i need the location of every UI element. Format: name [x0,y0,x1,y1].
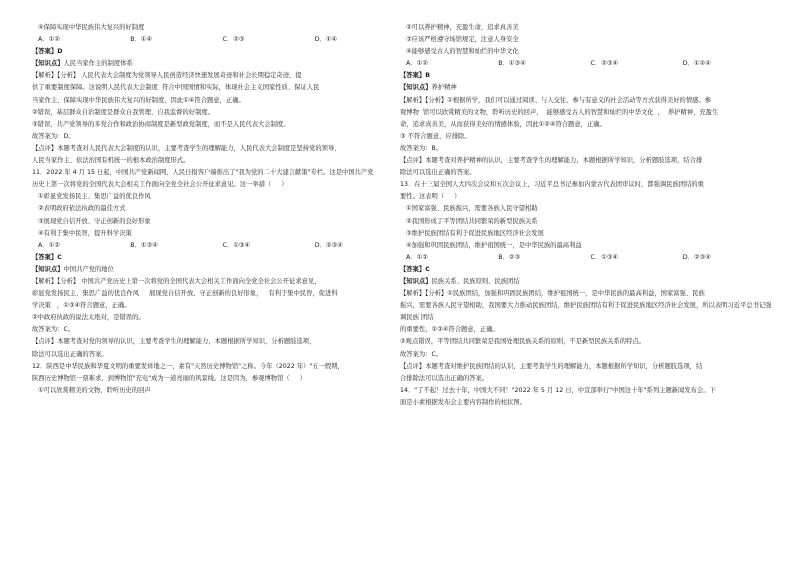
q11-stem-line: 11．2022 年 4 月 15 日起，中国共产党新闻网、人民日报客户端推出了"我为党的二十大建言献策"专栏。这是中国共产党 [32,169,374,177]
kp-value: 中国共产党的地位 [63,265,114,273]
kp-value: 养护精神 [431,84,457,92]
q13-stem-line: 13．在十三届全国人大四次会议和五次会议上，习近平总书记参加内蒙古代表团审议时，都强调民族团结的重 [400,181,704,189]
q12-option: ④能够感受古人的智慧和灿烂的中华文化 [406,48,519,56]
left-column [32,22,407,397]
q11-analysis-line: 故答案为：C。 [32,326,75,334]
q13-option: ②我国形成了平等团结共同繁荣的新型民族关系 [406,217,538,225]
q13-review-line: 【点评】本题考查对维护民族团结的认识，主要考查学生的理解能力，本题根据所学知识，分析题肢选项，结 [400,362,703,370]
choice-c: C．②③ [222,36,245,44]
choice-d: D．①②④ [682,60,711,68]
kp-value: 人民当家作主的制度体系 [63,60,133,68]
q11-knowledge-point [32,264,407,276]
q12-stem-line: 12．陕西是中华民族和华夏文明的重要发祥地之一，素有"天然历史博物馆"之称。今年（2022 年）"五一假期， [32,362,344,370]
q10-analysis-line: ③错误，共产党领导的多党合作和政治协商制度是新型政党制度，而不是人民代表大会制度。 [32,120,290,128]
q12-choices [400,58,775,70]
q13-analysis-line: 的重要性，①③④符合题意，正确。 [400,326,499,334]
q12-analysis-line: 命，追求真善美，从而获得美好的情感体验，因此①②④符合题意，正确。 [400,120,606,128]
kp-tag: 【知识点】 [400,277,432,285]
q12-option: ①可以欣赏精美的文物，聆听历史的回声 [38,386,151,394]
q10-review-line: 人民当家作主、依法治国有机统一的根本政治制度形式。 [32,157,190,165]
q13-choices [400,252,775,264]
answer-value: D [57,48,63,56]
q11-review-line: 除法可以选出正确的答案。 [32,350,108,358]
q10-analysis-line: 【解析】【分析】 人民代表大会制度为党领导人民创造经济快速发展奇迹和社会长期稳定奇迹，提 [32,72,302,80]
kp-value: 民族关系、民族原则、民族团结 [431,277,520,285]
kp-tag: 【知识点】 [32,265,64,273]
q10-analysis-line: ②错误，基层群众自治制度是群众自我管理、自我监督的好制度。 [32,108,214,116]
q11-choices [32,240,407,252]
kp-tag: 【知识点】 [32,60,64,68]
q13-analysis-line: 振兴，需要各族人民守望相助，我国要大力推动民族团结，维护民族团结有利于促进民族地区经济社会发展，所以表明习近平总书记强调民族 团结 [400,302,772,322]
choice-c: C．②③④ [590,60,619,68]
q12-analysis-line: 【解析】【分析】①根据所学，我们可以通过阅读、与人交往、参与有意义的社会活动等方式获得美好的情感。参 [400,96,712,104]
q11-option: ①彰显党发扬民主、集思广益的优良作风 [38,193,151,201]
q11-stem-line: 历史上第一次将党的全国代表大会相关工作面向全党全社会公开征求意见。这一举措（ ） [32,181,288,189]
q10-answer [32,46,407,58]
q12-review-line: 除法可以选出正确的答案。 [400,169,476,177]
q11-analysis-line: 彰显党发扬民主、集思广益的优良作风 展现党自信开放、守正创新的良好形象， 有利于集中民智，促进科 [32,290,338,298]
q10-review-line: 【点评】本题考查对人民代表大会制度的认识，主要考查学生的理解能力，人民代表大会制度是坚持党的领导、 [32,144,341,152]
q13-analysis-line: 故答案为：C。 [400,350,443,358]
q10-choices [32,34,407,46]
answer-tag: 【答案】 [32,48,58,56]
answer-tag: 【答案】 [400,72,426,80]
q13-stem-line: 要性。这表明（ ） [400,193,461,201]
choice-b: B．①④ [130,36,153,44]
q12-analysis-line: ③ 不符合题意，应排除。 [400,132,471,140]
q12-stem-line: 陕西历史博物馆一票难求，到博物馆"充电"成为一道亮丽的风景线。这是因为，参观博物馆（ ） [32,374,306,382]
right-column [400,22,775,409]
choice-b: B．①③④ [130,241,158,249]
q12-knowledge-point [400,82,775,94]
answer-value: C [425,265,430,273]
q10-analysis-line: 当家作主、保障实现中华民族伟大复兴的好制度，因此①④符合题意，正确。 [32,96,245,104]
answer-value: B [425,72,430,80]
choice-b: B．②③ [498,253,521,261]
q10-option-4: ④保障实现中华民族伟大复兴的好制度 [38,24,145,31]
q11-review-line: 【点评】本题考查对党的领导的认识，主要考查学生的理解能力，本题根据所学知识，分析题肢选项， [32,338,316,346]
q13-option: ③维护民族团结有利于促进民族地区经济社会发展 [406,229,544,237]
q11-option: ③展现党自信开放、守正创新的良好形象 [38,217,151,225]
q13-option: ①国家富强、民族振兴，需要各族人民守望相助 [406,205,538,213]
q12-option: ②可以养护精神，充盈生命，追求真善美 [406,24,519,31]
q14-stem-line: 14．"了不起！过去十年，中国大不同！"2022 年 5 月 12 日，中宣部举行"中国这十年"系列主题新闻发布会。下 [400,386,716,394]
q12-analysis-line: 故答案为：B。 [400,144,443,152]
choice-a: A．①② [406,60,428,68]
kp-tag: 【知识点】 [400,84,432,92]
q11-option: ②表明政府依法执政的最佳方式 [38,205,126,213]
q10-analysis-line: 供了重要制度保障。这说明人民代表大会制度 符合中国国情和实际，体现社会主义国家性质、保证人民 [32,84,320,92]
choice-a: A．①② [38,241,60,249]
choice-a: A．①② [38,36,60,44]
q10-analysis-line: 故答案为：D。 [32,132,75,140]
q13-option: ④加强和巩固民族团结，维护祖国统一，是中华民族的最高利益 [406,241,582,249]
q12-review-line: 【点评】本题考查对养护精神的认识，主要考查学生的理解能力，本题根据所学知识，分析题肢选项，结合排 [400,157,703,165]
answer-tag: 【答案】 [32,253,58,261]
answer-tag: 【答案】 [400,265,426,273]
q12-analysis-line: 观博物 馆可以欣赏精美的文物，聆听历史的回声， 能够感受古人的智慧和灿烂的中华文化 ， 养护精神，充盈生 [400,108,719,116]
choice-c: C．①③④ [590,253,619,261]
choice-b: B．①③④ [498,60,526,68]
q13-analysis-line: 【解析】【分析】①民族团结，加强和巩固民族团结，维护祖国统一，是中华民族的最高利益，国家富强、民族 [400,290,705,298]
choice-d: D．①④ [314,36,338,44]
q12-option: ③应该严格遵守场馆规定，注意人身安全 [406,36,519,44]
q11-analysis-line: ②中政府执政的说法太绝对，是错误的。 [32,314,145,322]
q13-review-line: 合排除法可以选出正确的答案。 [400,374,489,382]
choice-d: D．②③④ [682,253,711,261]
answer-value: C [57,253,62,261]
choice-c: C．①③④ [222,241,251,249]
q13-knowledge-point [400,276,775,288]
q13-analysis-line: ②观点错误，平等团结共同繁荣是我国处理民族关系的原则，不是新型民族关系的特点。 [400,338,645,346]
q11-analysis-line: 学决策 ，①③④符合题意，正确。 [32,302,131,310]
q10-knowledge-point [32,58,407,70]
q13-answer [400,264,775,276]
q11-answer [32,252,407,264]
q11-analysis-line: 【解析】【分析】 中国共产党历史上第一次将党的全国代表大会相关工作面向全党全社会公开征求意见， [32,277,321,285]
choice-d: D．②③④ [314,241,343,249]
q12-answer [400,70,775,82]
q14-stem-line: 面是小素根据发布会主要内容制作的柱状图。 [400,398,526,406]
choice-a: A．①② [406,253,428,261]
q11-option: ④有利于集中民智，提升科学决策 [38,229,132,237]
